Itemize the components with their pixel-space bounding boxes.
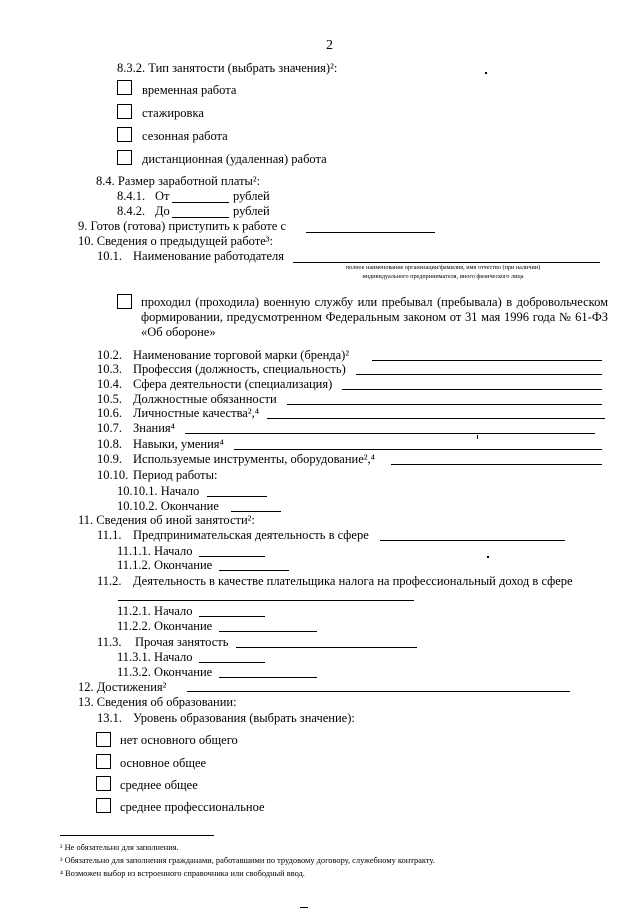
option-remote-work: дистанционная (удаленная) работа — [142, 152, 327, 166]
option-no-basic-general: нет основного общего — [120, 733, 238, 747]
checkbox-secondary-general[interactable] — [96, 776, 111, 791]
personal-qualities-field[interactable] — [267, 418, 605, 419]
skills-field[interactable] — [234, 449, 602, 450]
business-start-field[interactable] — [199, 556, 265, 557]
duties-label: Должностные обязанности — [133, 392, 277, 406]
knowledge-label: Знания⁴ — [133, 421, 175, 435]
self-employed-end-field[interactable] — [219, 631, 317, 632]
other-employment-start-label: 11.3.1. Начало — [117, 650, 193, 664]
activity-area-number: 10.4. — [97, 377, 122, 391]
skills-label: Навыки, умения⁴ — [133, 437, 224, 451]
other-employment-end-field[interactable] — [219, 677, 317, 678]
profession-label: Профессия (должность, специальность) — [133, 362, 346, 376]
knowledge-number: 10.7. — [97, 421, 122, 435]
work-period-label: Период работы: — [133, 468, 218, 482]
education-level-label: Уровень образования (выбрать значение): — [133, 711, 355, 725]
knowledge-field[interactable] — [185, 433, 595, 434]
salary-to-unit: рублей — [233, 204, 270, 218]
achievements-label: 12. Достижения² — [78, 680, 167, 694]
salary-from-number: 8.4.1. — [117, 189, 146, 203]
personal-qualities-number: 10.6. — [97, 406, 122, 420]
work-period-end-field[interactable] — [231, 511, 281, 512]
tools-number: 10.9. — [97, 452, 122, 466]
page-number: 2 — [326, 38, 333, 53]
start-date-label: 9. Готов (готова) приступить к работе с — [78, 219, 286, 233]
footnote-separator — [60, 835, 214, 836]
achievements-field[interactable] — [187, 691, 570, 692]
employer-hint-line-2: индивидуального предпринимателя, иного физического лица — [362, 273, 524, 280]
other-employment-number: 11.3. — [97, 635, 122, 649]
employer-field[interactable] — [293, 262, 600, 263]
duties-field[interactable] — [287, 404, 602, 405]
checkbox-no-basic-general[interactable] — [96, 732, 111, 747]
activity-area-label: Сфера деятельности (специализация) — [133, 377, 333, 391]
tools-label: Используемые инструменты, оборудование²,⁴ — [133, 452, 376, 466]
salary-from-label: От — [155, 189, 170, 203]
scan-speck — [300, 907, 308, 908]
start-date-field[interactable] — [306, 232, 435, 233]
other-employment-end-label: 11.3.2. Окончание — [117, 665, 213, 679]
checkbox-temporary-work[interactable] — [117, 80, 132, 95]
checkbox-secondary-vocational[interactable] — [96, 798, 111, 813]
employer-number: 10.1. — [97, 249, 122, 263]
checkbox-seasonal-work[interactable] — [117, 127, 132, 142]
profession-number: 10.3. — [97, 362, 122, 376]
military-service-text: проходил (проходила) военную службу или пребывал (пребывала) в добровольческом формировании, предусмотренном Федеральным законом от 31 мая 1996 года № 61-ФЗ «Об обороне» — [141, 295, 608, 339]
self-employed-start-field[interactable] — [199, 616, 265, 617]
work-period-number: 10.10. — [97, 468, 129, 482]
employment-type-label: 8.3.2. Тип занятости (выбрать значения)²: — [117, 61, 338, 75]
activity-area-field[interactable] — [342, 389, 602, 390]
checkbox-basic-general[interactable] — [96, 754, 111, 769]
salary-to-label: До — [155, 204, 170, 218]
salary-label: 8.4. Размер заработной платы²: — [96, 174, 261, 188]
other-employment-label: Прочая занятость — [135, 635, 229, 649]
option-internship: стажировка — [142, 106, 204, 120]
scan-speck — [477, 435, 478, 439]
employer-hint-line-1: полное наименование организации/фамилия, имя отчество (при наличии) — [345, 264, 541, 271]
self-employed-field[interactable] — [118, 600, 414, 601]
business-field[interactable] — [380, 540, 565, 541]
salary-to-field[interactable] — [172, 217, 229, 218]
other-employment-field[interactable] — [236, 647, 417, 648]
salary-from-field[interactable] — [172, 202, 229, 203]
option-seasonal-work: сезонная работа — [142, 129, 228, 143]
education-level-number: 13.1. — [97, 711, 122, 725]
business-number: 11.1. — [97, 528, 122, 542]
education-heading: 13. Сведения об образовании: — [78, 695, 237, 709]
work-period-end-label: 10.10.2. Окончание — [117, 499, 219, 513]
business-end-label: 11.1.2. Окончание — [117, 558, 213, 572]
business-start-label: 11.1.1. Начало — [117, 544, 193, 558]
profession-field[interactable] — [356, 374, 602, 375]
work-period-start-field[interactable] — [207, 496, 267, 497]
brand-field[interactable] — [372, 360, 602, 361]
tools-field[interactable] — [391, 464, 602, 465]
footnote-3: ³ Обязательно для заполнения гражданами, работавшими по трудовому договору, служебному контракту. — [60, 856, 435, 865]
self-employed-start-label: 11.2.1. Начало — [117, 604, 193, 618]
checkbox-internship[interactable] — [117, 104, 132, 119]
checkbox-military-service[interactable] — [117, 294, 132, 309]
option-secondary-general: среднее общее — [120, 778, 198, 792]
brand-number: 10.2. — [97, 348, 122, 362]
salary-to-number: 8.4.2. — [117, 204, 146, 218]
option-secondary-vocational: среднее профессиональное — [120, 800, 265, 814]
scan-speck — [485, 72, 487, 74]
personal-qualities-label: Личностные качества²,⁴ — [133, 406, 260, 420]
self-employed-label: Деятельность в качестве плательщика налога на профессиональный доход в сфере — [133, 574, 573, 588]
work-period-start-label: 10.10.1. Начало — [117, 484, 200, 498]
business-end-field[interactable] — [219, 570, 289, 571]
scan-speck — [487, 556, 489, 558]
duties-number: 10.5. — [97, 392, 122, 406]
footnote-2: ² Не обязательно для заполнения. — [60, 843, 179, 852]
checkbox-remote-work[interactable] — [117, 150, 132, 165]
brand-label: Наименование торговой марки (бренда)² — [133, 348, 350, 362]
other-employment-heading: 11. Сведения об иной занятости²: — [78, 513, 255, 527]
salary-from-unit: рублей — [233, 189, 270, 203]
business-label: Предпринимательская деятельность в сфере — [133, 528, 369, 542]
option-temporary-work: временная работа — [142, 83, 237, 97]
skills-number: 10.8. — [97, 437, 122, 451]
previous-work-heading: 10. Сведения о предыдущей работе³: — [78, 234, 273, 248]
option-basic-general: основное общее — [120, 756, 207, 770]
other-employment-start-field[interactable] — [199, 662, 265, 663]
footnote-4: ⁴ Возможен выбор из встроенного справочника или свободный ввод. — [60, 869, 305, 878]
employer-label: Наименование работодателя — [133, 249, 285, 263]
self-employed-end-label: 11.2.2. Окончание — [117, 619, 213, 633]
self-employed-number: 11.2. — [97, 574, 122, 588]
